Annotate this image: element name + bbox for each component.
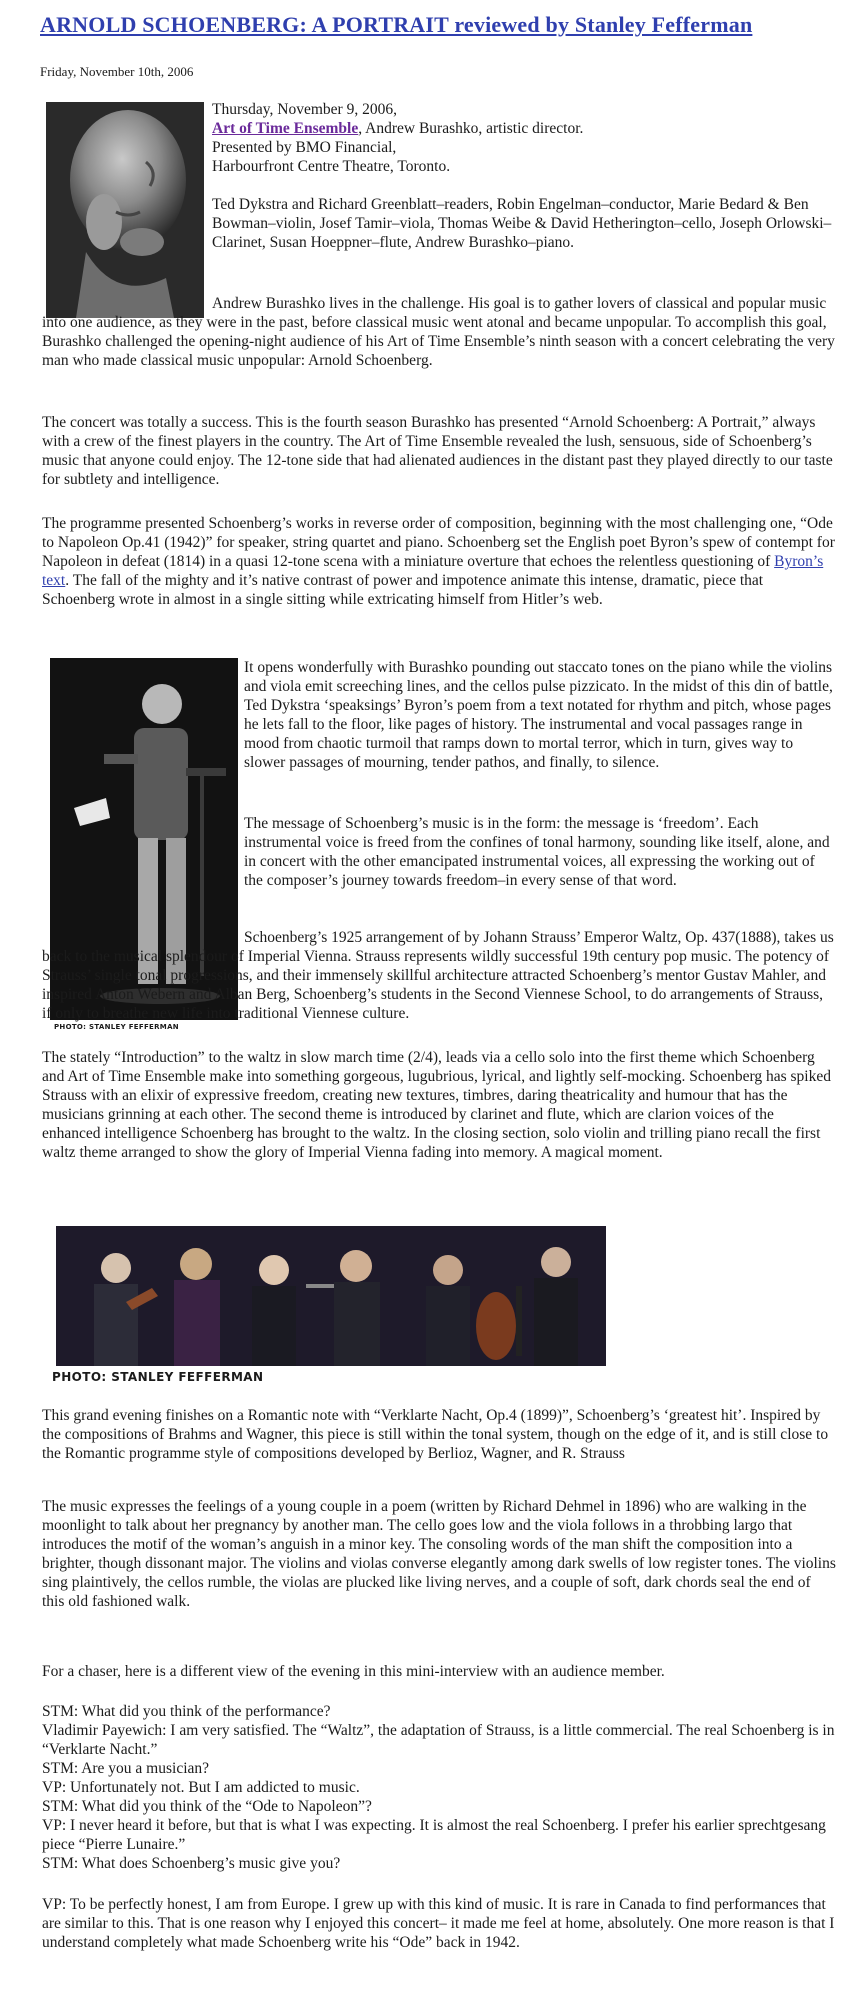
success-paragraph: The concert was totally a success. This is the fourth season Burashko has presented “Arnold Schoenberg: A Portrait,” always with a crew of the finest players in the country. The Art of Time Ensemble revealed the lush, sensuous, side of Schoenberg’s music that anyone could enjoy. The 12-tone side that had alienated audiences in the distant past they played directly to our taste for subtlety and intelligence. <box>42 414 833 488</box>
article-title[interactable]: ARNOLD SCHOENBERG: A PORTRAIT reviewed by Stanley Fefferman <box>40 12 753 37</box>
schoenberg-bust-photo <box>46 102 204 318</box>
opening-paragraph: It opens wonderfully with Burashko pounding out staccato tones on the piano while the violins and viola emit screeching lines, and the cellos pulse pizzicato. In the midst of this din of battle, Ted Dykstra ‘speaksings’ Byron’s poem from a text notated for rhythm and pitch, whose pages he lets fall to the floor, like pages of history. The instrumental and vocal passages range in mood from chaotic turmoil that ramps down to mortal terror, which in turn, gives way to slower passages of mourning, tender pathos, and finally, to silence. <box>244 659 833 771</box>
interview-line: STM: What does Schoenberg’s music give you? <box>42 1855 341 1872</box>
event-header <box>212 100 832 176</box>
programme-text-a: The programme presented Schoenberg’s works in reverse order of composition, beginning with the most challenging one, “Ode to Napoleon Op.41 (1942)” for speaker, string quartet and piano. Schoenberg set the English poet Byron’s spew of contempt for Napoleon in defeat (1814) in a quasi 12-tone scena with a miniature overture that echoes the relentless questioning of <box>42 515 835 570</box>
publish-date: Friday, November 10th, 2006 <box>40 64 194 79</box>
waltz-arrangement-paragraph: Schoenberg’s 1925 arrangement of by Johann Strauss’ Emperor Waltz, Op. 437(1888), takes us back to the musical splendour of Imperial Vienna. Strauss represents wildly successful 19th century pop music. The potency of Strauss’ single tonal progressions, and their immensely skillful architecture attracted Schoenberg’s mentor Gustav Mahler, and inspired Anton Webern and Alban Berg, Schoenberg’s students in the Second Viennese School, to do arrangements of Strauss, if only to breathe new life into traditional Viennese culture. <box>42 929 834 1022</box>
event-venue: Harbourfront Centre Theatre, Toronto. <box>212 158 451 175</box>
photo-credit-speaker: PHOTO: STANLEY FEFFERMAN <box>54 1023 179 1031</box>
event-date: Thursday, November 9, 2006, <box>212 101 397 118</box>
interview-line: VP: I never heard it before, but that is what I was expecting. It is almost the real Schoenberg. I prefer his earlier sprechtgesang piece “Pierre Lunaire.” <box>42 1817 826 1853</box>
ensemble-photo <box>56 1226 606 1366</box>
performers-paragraph: Ted Dykstra and Richard Greenblatt–readers, Robin Engelman–conductor, Marie Bedard & Ben Bowman–violin, Josef Tamir–viola, Thomas Weibe & David Hetherington–cello, Joseph Orlowski–Clarinet, Susan Hoeppner–flute, Andrew Burashko–piano. <box>212 196 832 251</box>
interview-line: STM: Are you a musician? <box>42 1760 210 1777</box>
interview-line: STM: What did you think of the “Ode to Napoleon”? <box>42 1798 372 1815</box>
stately-introduction-paragraph: The stately “Introduction” to the waltz in slow march time (2/4), leads via a cello solo into the first theme which Schoenberg and Art of Time Ensemble make into something gorgeous, lugubrious, lyrical, and lightly self-mocking. Schoenberg has spiked Strauss with an elixir of expressive freedom, creating new textures, timbres, daring theatricality and humour that has the musicians grinning at each other. The second theme is introduced by clarinet and flute, which are clarion voices of the enhanced intelligence Schoenberg has brought to the waltz. In the closing section, solo violin and trilling piano recall the first waltz theme arranged to show the glory of Imperial Vienna fading into memory. A magical moment. <box>42 1049 831 1161</box>
interview-line: STM: What did you think of the performance? <box>42 1703 331 1720</box>
byrons-text-link[interactable]: Byron’s text <box>42 553 824 589</box>
message-paragraph: The message of Schoenberg’s music is in the form: the message is ‘freedom’. Each instrumental voice is freed from the confines of tonal harmony, sounding like itself, alone, and in concert with the other emancipated instrumental voices, all expressing the working out of the composer’s journey towards freedom–in every sense of that word. <box>244 815 830 889</box>
intro-paragraph: Andrew Burashko lives in the challenge. His goal is to gather lovers of classical and popular music into one audience, as they were in the past, before classical music went atonal and became unpopular. To accomplish this goal, Burashko challenged the opening-night audience of his Art of Time Ensemble’s ninth season with a concert celebrating the very man who made classical music unpopular: Arnold Schoenberg. <box>42 295 835 369</box>
interview-line: Vladimir Payewich: I am very satisfied. The “Waltz”, the adaptation of Strauss, is a little commercial. The real Schoenberg is in “Verklarte Nacht.” <box>42 1722 835 1758</box>
interview-block <box>42 1702 836 1873</box>
final-paragraph: VP: To be perfectly honest, I am from Europe. I grew up with this kind of music. It is rare in Canada to find performances that are similar to this. That is one reason why I enjoyed this concert– it made me feel at home, absolutely. One more reason is that I understand completely what made Schoenberg write his “Ode” back in 1942. <box>42 1896 835 1951</box>
event-sponsor: Presented by BMO Financial, <box>212 139 397 156</box>
event-director: , Andrew Burashko, artistic director. <box>358 120 584 137</box>
chaser-paragraph: For a chaser, here is a different view of the evening in this mini-interview with an audience member. <box>42 1663 665 1680</box>
photo-credit-ensemble: PHOTO: STANLEY FEFFERMAN <box>52 1370 264 1384</box>
ensemble-link[interactable]: Art of Time Ensemble <box>212 120 359 137</box>
programme-paragraph <box>42 514 836 609</box>
interview-line: VP: Unfortunately not. But I am addicted to music. <box>42 1779 360 1796</box>
verklarte-nacht-paragraph: This grand evening finishes on a Romantic note with “Verklarte Nacht, Op.4 (1899)”, Schoenberg’s ‘greatest hit’. Inspired by the compositions of Brahms and Wagner, this piece is still within the tonal system, though on the edge of it, and is still close to the Romantic programme style of compositions developed by Berlioz, Wagner, and R. Strauss <box>42 1407 829 1462</box>
music-description-paragraph: The music expresses the feelings of a young couple in a poem (written by Richard Dehmel in 1896) who are walking in the moonlight to talk about her pregnancy by another man. The cello goes low and the viola follows in a throbbing largo that introduces the motif of the woman’s anguish in a minor key. The consoling words of the man shift the composition into a brighter, though dissonant major. The violins and violas converse elegantly among dark swells of low register tones. The violins sing plaintively, the cellos rumble, the violas are plucked like living nerves, and a couple of soft, dark chords seal the end of this old fashioned walk. <box>42 1498 836 1610</box>
programme-text-b: . The fall of the mighty and it’s native contrast of power and impotence animate this intense, dramatic, piece that Schoenberg wrote in almost in a single sitting while extricating himself from Hitler’s web. <box>42 572 764 608</box>
